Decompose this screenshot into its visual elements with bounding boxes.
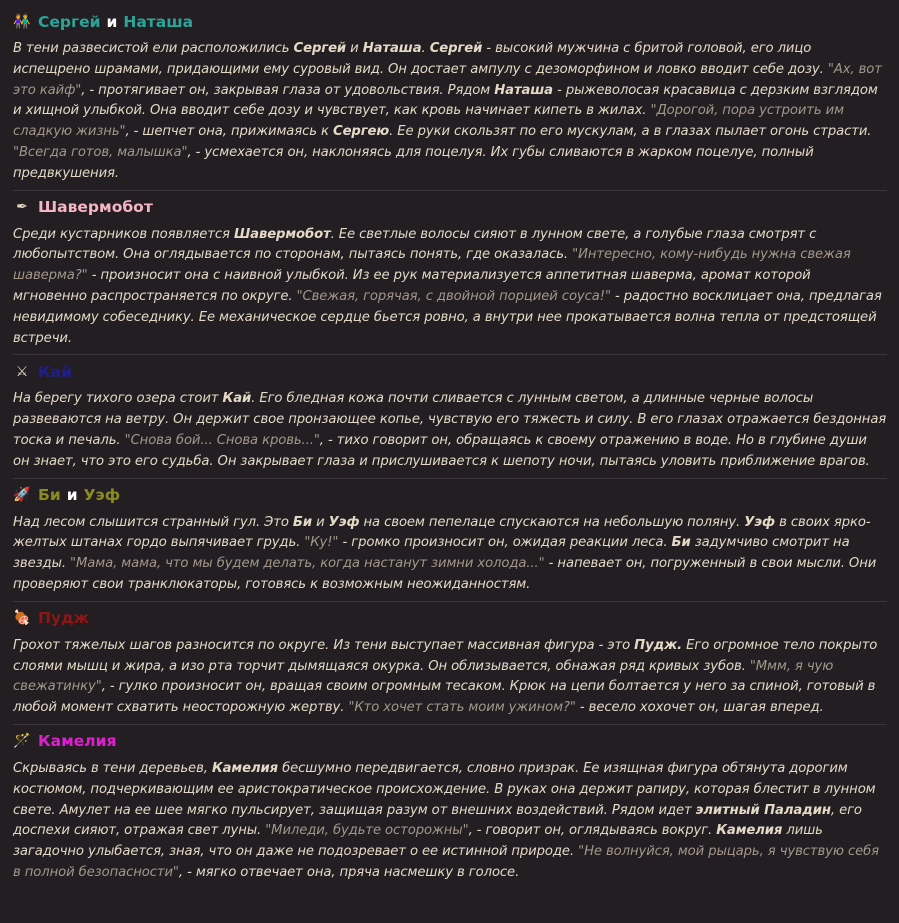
dialogue-quote: "Снова бой... Снова кровь..." <box>124 432 320 448</box>
character-section <box>13 728 887 889</box>
character-heading <box>13 728 887 755</box>
character-name: Би <box>38 486 61 505</box>
narration-text: . Ее светлые волосы сияют в лунном свете, а голубые глаза смотрят с любопытством. Она оглядывается по сторонам, пытаясь понять, где оказалась. <box>13 226 817 263</box>
dialogue-quote: "Не волнуйся, мой рыцарь, я чувствую себя в полной безопасности" <box>13 844 880 880</box>
character-name: Камелия <box>38 732 117 751</box>
highlighted-name: Сергей <box>429 41 483 56</box>
narration-text: , - усмехается он, наклоняясь для поцелуя. Их губы сливаются в жарком поцелуе, полный предвкушения. <box>13 144 814 181</box>
character-name: Сергей <box>38 12 101 31</box>
highlighted-name: Камелия <box>716 823 783 839</box>
narration-text: на своем пепелаце спускаются на небольшую поляну. <box>359 514 745 530</box>
narration-text: Скрываясь в тени деревьев, <box>13 760 212 776</box>
dialogue-quote: "Свежая, горячая, с двойной порцией соуса!" <box>296 288 611 304</box>
narration-text: и <box>346 41 363 56</box>
dialogue-quote: "Ах, вот это кайф" <box>13 61 882 98</box>
dialogue-quote: "Интересно, кому-нибудь нужна свежая шаверма?" <box>13 247 851 284</box>
dialogue-quote: "Миледи, будьте осторожны" <box>265 823 469 839</box>
character-section <box>13 194 887 356</box>
narration-text: , - говорит он, оглядываясь вокруг. <box>468 823 717 839</box>
narration-text: - произносит она с наивной улыбкой. Из ее рук материализуется аппетитная шаверма, аромат которой мгновенно распространяется по округе. <box>13 268 811 304</box>
narration-text: - высокий мужчина с бритой головой, его лицо испещрено шрамами, придающими ему суровый вид. Он достает ампулу с дезоморфином и ловко вводит себе дозу. <box>13 41 828 77</box>
character-heading <box>13 482 887 509</box>
narration-text: лишь загадочно улыбается, зная, что он даже не подозревает о ее истинной природе. <box>13 823 823 860</box>
narration-text: Грохот тяжелых шагов разносится по округе. Из тени выступает массивная фигура - это <box>13 637 635 653</box>
narration-text: В тени развесистой ели расположились <box>13 41 294 56</box>
highlighted-name: Сергей <box>293 41 347 56</box>
character-heading <box>13 194 887 221</box>
character-section <box>13 358 887 478</box>
highlighted-name: Кай <box>222 391 252 407</box>
character-name: Уэф <box>83 486 121 505</box>
name-conjunction: и <box>106 12 118 31</box>
highlighted-name: Уэф <box>328 514 360 530</box>
dialogue-quote: "Ку!" <box>304 535 339 551</box>
highlighted-name: Уэф <box>744 514 776 530</box>
wand-icon: 🪄 <box>13 733 31 750</box>
dialogue-quote: "Ммм, я чую свежатинку" <box>13 658 834 695</box>
narration-text: в своих ярко-желтых штанах гордо выпячивает грудь. <box>13 514 871 551</box>
highlighted-name: Пудж. <box>634 637 683 653</box>
character-name: Наташа <box>123 12 194 31</box>
dialogue-quote: "Дорогой, пора устроить им сладкую жизнь" <box>13 103 844 140</box>
couple-icon: 👫 <box>13 13 31 30</box>
character-name: Шавермобот <box>38 198 153 217</box>
narration-text: - громко произносит он, ожидая реакции леса. <box>338 535 672 551</box>
narration-text: , - протягивает он, закрывая глаза от удовольствия. Рядом <box>81 82 495 98</box>
narration-text: задумчиво смотрит на звезды. <box>13 535 850 572</box>
crossed-swords-icon: ⚔ <box>15 363 29 380</box>
narration-text: . <box>421 41 430 56</box>
story-text <box>13 389 887 472</box>
highlighted-name: Би <box>292 514 312 530</box>
highlighted-name: элитный Паладин <box>695 802 831 818</box>
highlighted-name: Би <box>671 535 691 551</box>
character-heading <box>13 8 887 35</box>
narration-text: Его огромное тело покрыто слоями мышц и жира, а изо рта торчит дымящаяся окурка. Он облизывается, обнажая ряд кривых зубов. <box>13 637 878 674</box>
character-section <box>13 8 887 191</box>
narration-text: Среди кустарников появляется <box>13 226 234 242</box>
narration-text: и <box>312 514 329 530</box>
dialogue-quote: "Кто хочет стать моим ужином?" <box>348 700 576 716</box>
narration-text: - весело хохочет он, шагая вперед. <box>575 700 824 716</box>
narration-text: , его доспехи сияют, отражая свет луны. <box>13 802 862 839</box>
highlighted-name: Шавермобот <box>233 226 331 242</box>
character-name: Пудж <box>38 609 90 628</box>
dialogue-quote: "Всегда готов, малышка" <box>13 144 188 160</box>
story-text <box>13 759 887 884</box>
narration-text: бесшумно передвигается, словно призрак. Ее изящная фигура обтянута дорогим костюмом, подчеркивающим ее аристократическое происхождение. В руках она держит рапиру, которая блестит в лунном свете. Амулет на ее шее мягко пульсирует, защищая разум от внешних воздействий. Рядом идет <box>13 760 876 818</box>
character-heading <box>13 358 887 385</box>
narration-text: - рыжеволосая красавица с дерзким взглядом и хищной улыбкой. Она вводит себе дозу и чувствует, как кровь начинает кипеть в жилах. <box>13 82 878 119</box>
story-text <box>13 39 887 185</box>
character-heading <box>13 605 887 632</box>
dialogue-quote: "Мама, мама, что мы будем делать, когда настанут зимни холода..." <box>70 556 545 572</box>
rocket-icon: 🚀 <box>13 487 31 504</box>
narration-text: . Его бледная кожа почти сливается с лунным светом, а длинные черные волосы развеваются на ветру. Он держит свое пронзающее копье, чувствую его тяжесть и силу. В его глазах отражается бездонная тоска и печаль. <box>13 391 887 448</box>
meat-icon: 🍖 <box>13 610 31 627</box>
story-text <box>13 513 887 596</box>
story-text <box>13 225 887 350</box>
narration-text: , - гулко произносит он, вращая своим огромным тесаком. Крюк на цепи болтается у него за спиной, готовый в любой момент схватить неосторожную жертву. <box>13 679 876 716</box>
narration-text: На берегу тихого озера стоит <box>13 391 223 407</box>
narration-text: . Ее руки скользят по его мускулам, а в глазах пылает огонь страсти. <box>389 124 872 140</box>
highlighted-name: Наташа <box>494 82 553 98</box>
character-name: Кай <box>38 362 72 381</box>
narration-text: , - тихо говорит он, обращаясь к своему отражению в воде. Но в глубине души он знает, что это его судьба. Он закрывает глаза и прислушивается к шепоту ночи, пытаясь уловить приближение врагов. <box>13 432 870 469</box>
narration-text: - радостно восклицает она, предлагая невидимому собеседнику. Ее механическое сердце бьется ровно, а внутри нее прокатывается волна тепла от предстоящей встречи. <box>13 288 882 346</box>
character-section <box>13 482 887 602</box>
pen-icon: ✒ <box>16 199 28 216</box>
highlighted-name: Сергею <box>333 124 390 140</box>
highlighted-name: Наташа <box>362 41 422 56</box>
narration-text: Над лесом слышится странный гул. Это <box>13 514 293 530</box>
name-conjunction: и <box>66 486 78 505</box>
story-text <box>13 636 887 719</box>
highlighted-name: Камелия <box>211 760 279 776</box>
character-section <box>13 605 887 725</box>
narration-text: - напевает он, погруженный в свои мысли. Они проверяют свои транклюкаторы, готовясь к возможным неожиданностям. <box>13 556 877 592</box>
narration-text: , - шепчет она, прижимаясь к <box>125 124 333 140</box>
narration-text: , - мягко отвечает она, пряча насмешку в голосе. <box>178 864 520 880</box>
